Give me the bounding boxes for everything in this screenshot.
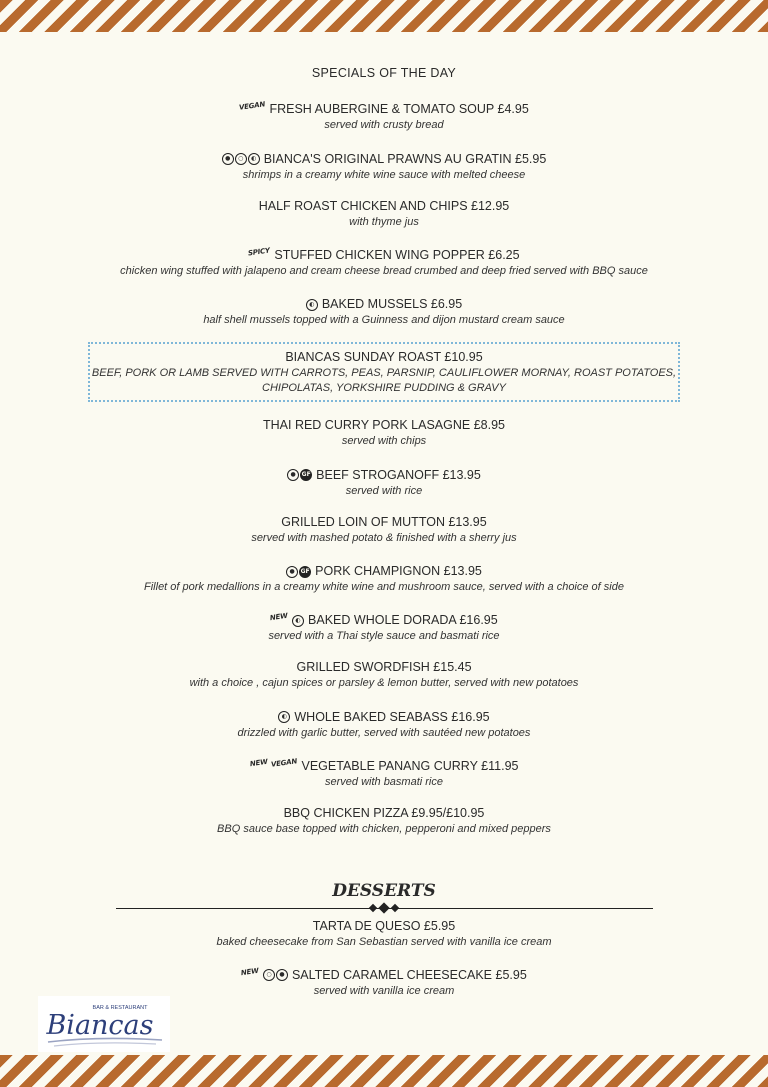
item-name: GRILLED LOIN OF MUTTON £13.95 bbox=[281, 514, 487, 529]
specials-title: SPECIALS OF THE DAY bbox=[311, 66, 457, 80]
menu-item bbox=[0, 463, 768, 499]
item-name: TARTA DE QUESO £5.95 bbox=[312, 918, 456, 933]
item-description: baked cheesecake from San Sebastian served with vanilla ice cream bbox=[216, 935, 552, 948]
item-description: served with vanilla ice cream bbox=[313, 984, 455, 997]
item-name: PORK CHAMPIGNON £13.95 bbox=[315, 564, 482, 578]
vegan-tag-icon: VEGAN bbox=[238, 100, 266, 112]
item-name: BAKED MUSSELS £6.95 bbox=[321, 297, 463, 311]
milk-allergen-icon: ● bbox=[286, 566, 298, 578]
item-description: served with crusty bread bbox=[324, 119, 444, 131]
item-name: BBQ CHICKEN PIZZA £9.95/£10.95 bbox=[283, 805, 485, 820]
item-description: served with a Thai style sauce and basmati rice bbox=[268, 630, 500, 642]
menu-item bbox=[0, 197, 768, 230]
item-description: half shell mussels topped with a Guinness and dijon mustard cream sauce bbox=[203, 314, 565, 326]
menu-item bbox=[0, 609, 768, 644]
logo-name: Biancas bbox=[46, 1010, 154, 1041]
item-description: with thyme jus bbox=[349, 215, 419, 228]
menu-item bbox=[0, 293, 768, 329]
milk-allergen-icon: ● bbox=[222, 153, 234, 165]
item-name: FRESH AUBERGINE & TOMATO SOUP £4.95 bbox=[269, 102, 529, 116]
fish-allergen-icon: ◐ bbox=[292, 615, 304, 627]
item-description: served with rice bbox=[345, 484, 423, 497]
menu-item bbox=[0, 964, 768, 999]
item-description: served with basmati rice bbox=[325, 775, 443, 788]
desserts-divider bbox=[116, 903, 653, 915]
menu-item bbox=[0, 560, 768, 596]
item-description: drizzled with garlic butter, served with sautéed new potatoes bbox=[237, 726, 531, 739]
gluten-free-icon: GF bbox=[300, 469, 312, 481]
mollusc-allergen-icon: ◐ bbox=[306, 299, 318, 311]
biancas-logo bbox=[38, 996, 170, 1052]
item-description: Fillet of pork medallions in a creamy white wine and mushroom sauce, served with a choice of side bbox=[144, 581, 624, 593]
item-name: STUFFED CHICKEN WING POPPER £6.25 bbox=[274, 247, 520, 262]
fish-allergen-icon: ◐ bbox=[278, 711, 290, 723]
menu-item bbox=[0, 755, 768, 790]
item-name: BIANCA'S ORIGINAL PRAWNS AU GRATIN £5.95 bbox=[263, 151, 547, 166]
item-name: SALTED CARAMEL CHEESECAKE £5.95 bbox=[291, 967, 527, 982]
milk-allergen-icon: ● bbox=[276, 969, 288, 981]
item-name: BEEF STROGANOFF £13.95 bbox=[316, 467, 481, 482]
crustacean-allergen-icon: ◐ bbox=[248, 153, 260, 165]
menu-item bbox=[0, 804, 768, 837]
menu bbox=[0, 66, 768, 1013]
new-tag-icon: NEW bbox=[248, 757, 268, 768]
top-stripe-border bbox=[0, 0, 768, 32]
vegan-tag-icon: VEGAN bbox=[270, 756, 298, 769]
menu-item bbox=[0, 658, 768, 691]
new-tag-icon: NEW bbox=[269, 611, 289, 623]
menu-item bbox=[0, 98, 768, 133]
item-description: served with mashed potato & finished with a sherry jus bbox=[251, 531, 517, 544]
item-name: WHOLE BAKED SEABASS £16.95 bbox=[294, 709, 490, 724]
item-description: with a choice , cajun spices or parsley & lemon butter, served with new potatoes bbox=[189, 677, 579, 689]
item-description: served with chips bbox=[341, 435, 427, 447]
diamond-ornament-icon bbox=[390, 903, 398, 911]
new-tag-icon: NEW bbox=[240, 966, 260, 977]
bottom-stripe-border bbox=[0, 1055, 768, 1087]
menu-item bbox=[0, 416, 768, 449]
item-name: VEGETABLE PANANG CURRY £11.95 bbox=[301, 758, 519, 773]
diamond-ornament-icon bbox=[368, 903, 376, 911]
egg-allergen-icon: ○ bbox=[235, 153, 247, 165]
item-description: BBQ sauce base topped with chicken, pepperoni and mixed peppers bbox=[217, 822, 551, 835]
menu-item bbox=[0, 513, 768, 546]
item-name: BIANCAS SUNDAY ROAST £10.95 bbox=[285, 350, 483, 364]
item-name: GRILLED SWORDFISH £15.45 bbox=[296, 660, 472, 674]
featured-special-box bbox=[88, 342, 680, 402]
logo-tagline: BAR & RESTAURANT bbox=[92, 1005, 148, 1011]
item-description: BEEF, PORK OR LAMB SERVED WITH CARROTS, PEAS, PARSNIP, CAULIFLOWER MORNAY, ROAST POTATOES, bbox=[91, 367, 677, 379]
item-description: shrimps in a creamy white wine sauce with melted cheese bbox=[242, 168, 526, 181]
spicy-tag-icon: SPICY bbox=[247, 246, 271, 257]
item-name: THAI RED CURRY PORK LASAGNE £8.95 bbox=[263, 418, 505, 432]
milk-allergen-icon: ● bbox=[287, 469, 299, 481]
desserts-title: DESSERTS bbox=[332, 880, 436, 901]
item-name: BAKED WHOLE DORADA £16.95 bbox=[308, 613, 498, 627]
menu-item bbox=[0, 244, 768, 279]
egg-allergen-icon: ○ bbox=[263, 969, 275, 981]
item-name: HALF ROAST CHICKEN AND CHIPS £12.95 bbox=[258, 198, 510, 213]
diamond-ornament-icon bbox=[378, 902, 389, 913]
item-description: CHIPOLATAS, YORKSHIRE PUDDING & GRAVY bbox=[262, 382, 506, 394]
gluten-free-icon: GF bbox=[299, 566, 311, 578]
menu-item bbox=[0, 147, 768, 183]
menu-item bbox=[0, 705, 768, 741]
menu-item bbox=[90, 348, 678, 396]
menu-item bbox=[0, 917, 768, 950]
item-description: chicken wing stuffed with jalapeno and cream cheese bread crumbed and deep fried served with BBQ sauce bbox=[120, 264, 648, 277]
